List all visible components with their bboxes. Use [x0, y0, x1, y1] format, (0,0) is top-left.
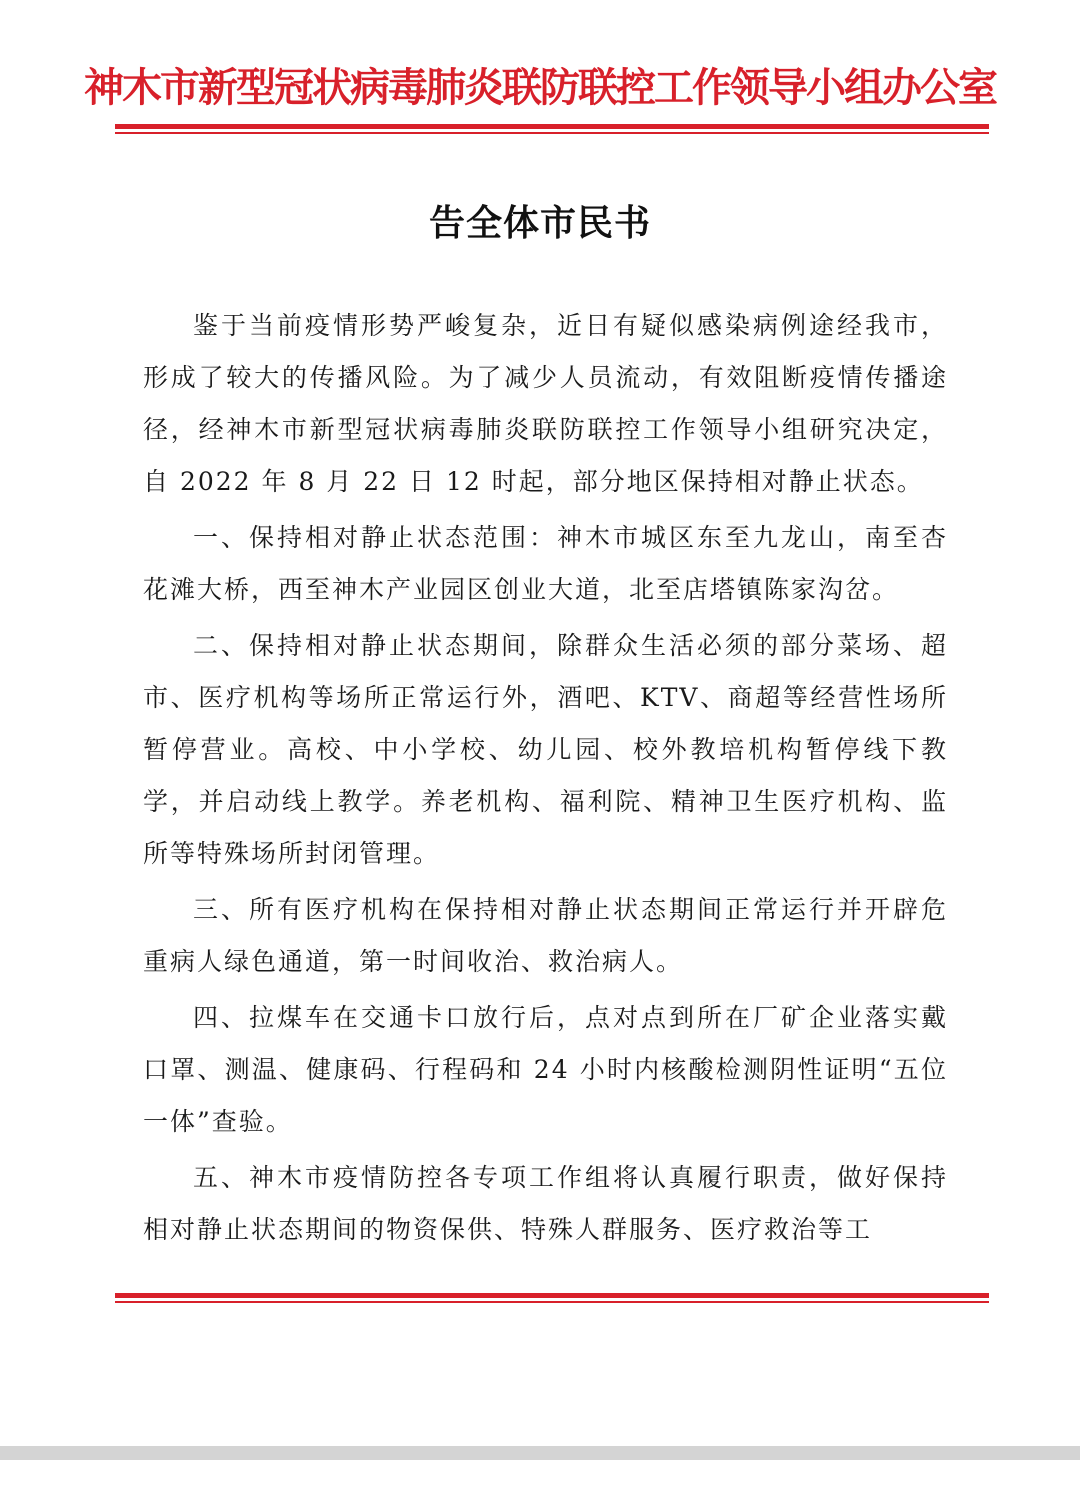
paragraph-3: 三、所有医疗机构在保持相对静止状态期间正常运行并开辟危重病人绿色通道，第一时间收治、救治病人。	[143, 895, 948, 976]
footer-rule-thick	[115, 1293, 989, 1298]
document-body	[143, 300, 948, 1260]
header-rule-thin	[115, 132, 989, 134]
paragraph-4: 四、拉煤车在交通卡口放行后，点对点到所在厂矿企业落实戴口罩、测温、健康码、行程码和 24 小时内核酸检测阴性证明“五位一体”查验。	[143, 1003, 948, 1136]
org-header-title: 神木市新型冠状病毒肺炎联防联控工作领导小组办公室	[84, 64, 996, 111]
footer-rule-thin	[115, 1301, 989, 1303]
paragraph-intro: 鉴于当前疫情形势严峻复杂，近日有疑似感染病例途经我市，形成了较大的传播风险。为了减少人员流动，有效阻断疫情传播途径，经神木市新型冠状病毒肺炎联防联控工作领导小组研究决定，自 2022 年 8 月 22 日 12 时起，部分地区保持相对静止状态。	[143, 311, 948, 496]
header-rule-thick	[115, 124, 989, 129]
document-title: 告全体市民书	[428, 202, 651, 244]
paragraph-2: 二、保持相对静止状态期间，除群众生活必须的部分菜场、超市、医疗机构等场所正常运行外，酒吧、KTV、商超等经营性场所暂停营业。高校、中小学校、幼儿园、校外教培机构暂停线下教学，并启动线上教学。养老机构、福利院、精神卫生医疗机构、监所等特殊场所封闭管理。	[143, 631, 948, 868]
paragraph-1: 一、保持相对静止状态范围：神木市城区东至九龙山，南至杏花滩大桥，西至神木产业园区创业大道，北至店塔镇陈家沟岔。	[143, 523, 948, 604]
paragraph-5: 五、神木市疫情防控各专项工作组将认真履行职责，做好保持相对静止状态期间的物资保供、特殊人群服务、医疗救治等工	[143, 1163, 948, 1244]
bottom-scroll-bar	[0, 1446, 1080, 1460]
